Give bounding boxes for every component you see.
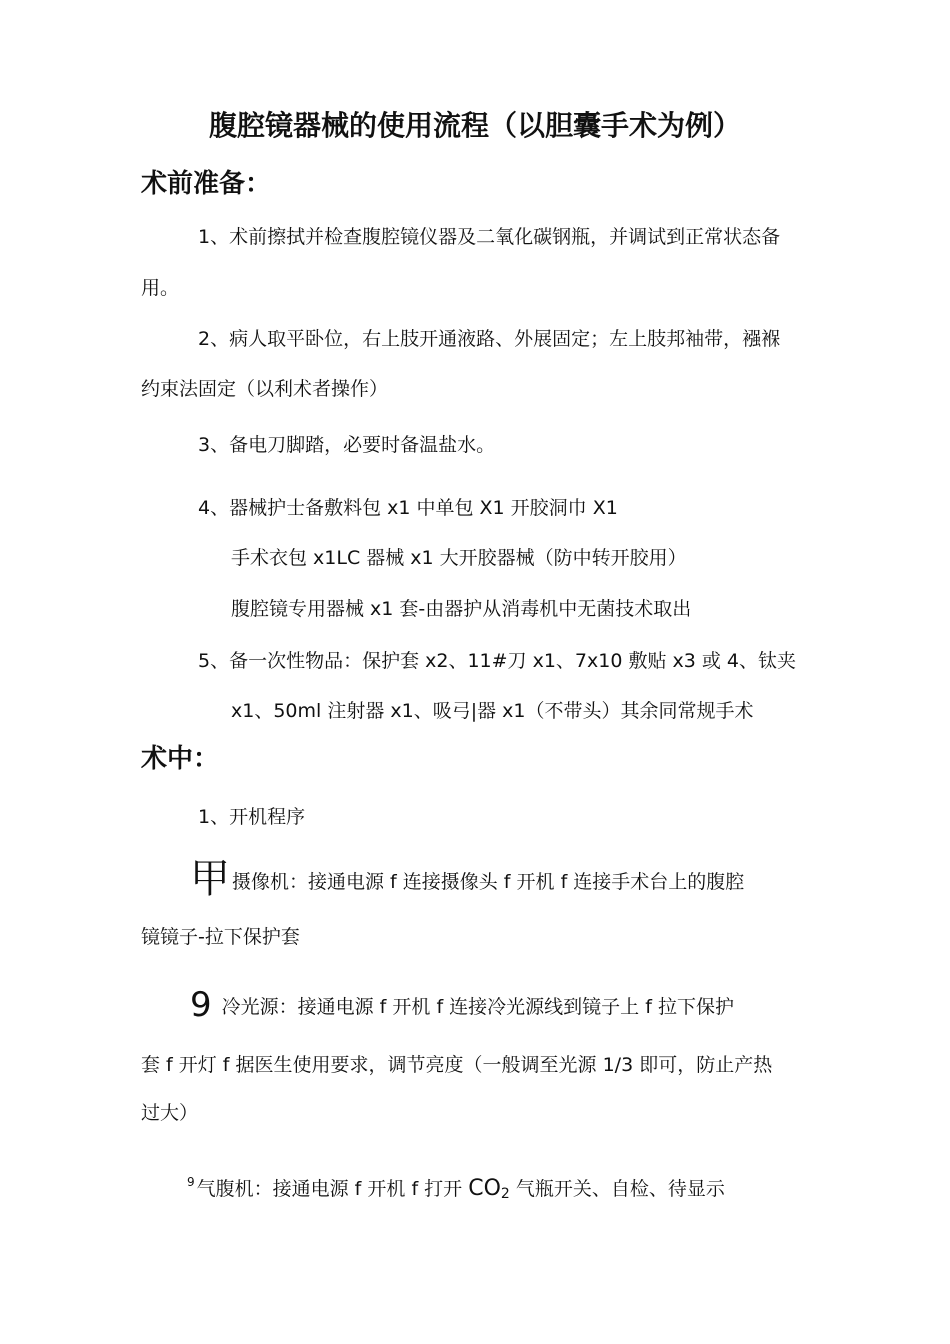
- document-title: 腹腔镜器械的使用流程（以胆囊手术为例）: [208, 109, 741, 142]
- insufflator-text-pre: 气腹机：接通电源 f 开机 f 打开: [196, 1178, 469, 1200]
- light-text: 冷光源：接通电源 f 开机 f 连接冷光源线到镜子上 f 拉下保护: [221, 996, 734, 1018]
- preop-item-2-line-2: 约束法固定（以利术者操作）: [141, 378, 389, 400]
- co2-text: CO: [468, 1176, 501, 1201]
- camera-marker: 甲: [190, 856, 230, 902]
- intraop-heading: 术中：: [141, 744, 220, 774]
- camera-line-1: [190, 856, 745, 902]
- preop-item-1-line-2: 用。: [141, 277, 180, 299]
- preop-item-4-line-2: 手术衣包 x1LC 器械 x1 大开胶器械（防中转开胶用）: [231, 547, 687, 569]
- co2-formula: [468, 1176, 510, 1201]
- intraop-step-1: 1、开机程序: [198, 806, 306, 828]
- light-line-3: 过大）: [141, 1102, 199, 1124]
- preop-item-1-line-1: 1、术前擦拭并检查腹腔镜仪器及二氧化碳钢瓶，并调试到正常状态备: [198, 226, 781, 248]
- preop-item-5-line-2: x1、50ml 注射器 x1、吸弓|器 x1（不带头）其余同常规手术: [231, 700, 754, 722]
- preop-item-4-line-1: 4、器械护士备敷料包 x1 中单包 X1 开胶洞巾 X1: [198, 497, 618, 519]
- co2-subscript: 2: [500, 1186, 510, 1202]
- light-line-1: [190, 985, 734, 1025]
- preop-heading: 术前准备：: [141, 169, 272, 199]
- light-marker: 9: [190, 985, 212, 1025]
- light-line-2: 套 f 开灯 f 据医生使用要求，调节亮度（一般调至光源 1/3 即可，防止产热: [141, 1054, 773, 1076]
- camera-text: 摄像机：接通电源 f 连接摄像头 f 开机 f 连接手术台上的腹腔: [232, 871, 745, 893]
- preop-item-4-line-3: 腹腔镜专用器械 x1 套-由器护从消毒机中无菌技术取出: [231, 598, 692, 620]
- preop-item-5-line-1: 5、备一次性物品：保护套 x2、11#刀 x1、7x10 敷贴 x3 或 4、钛夹: [198, 650, 797, 672]
- insufflator-text-post: 气瓶开关、自检、待显示: [509, 1178, 725, 1200]
- preop-item-3: 3、备电刀脚踏，必要时备温盐水。: [198, 434, 496, 456]
- camera-line-2: 镜镜子-拉下保护套: [141, 926, 300, 948]
- insufflator-marker: 9: [187, 1175, 195, 1189]
- insufflator-line: [187, 1170, 725, 1206]
- preop-item-2-line-1: 2、病人取平卧位，右上肢开通液路、外展固定；左上肢邦袖带，襁褓: [198, 328, 781, 350]
